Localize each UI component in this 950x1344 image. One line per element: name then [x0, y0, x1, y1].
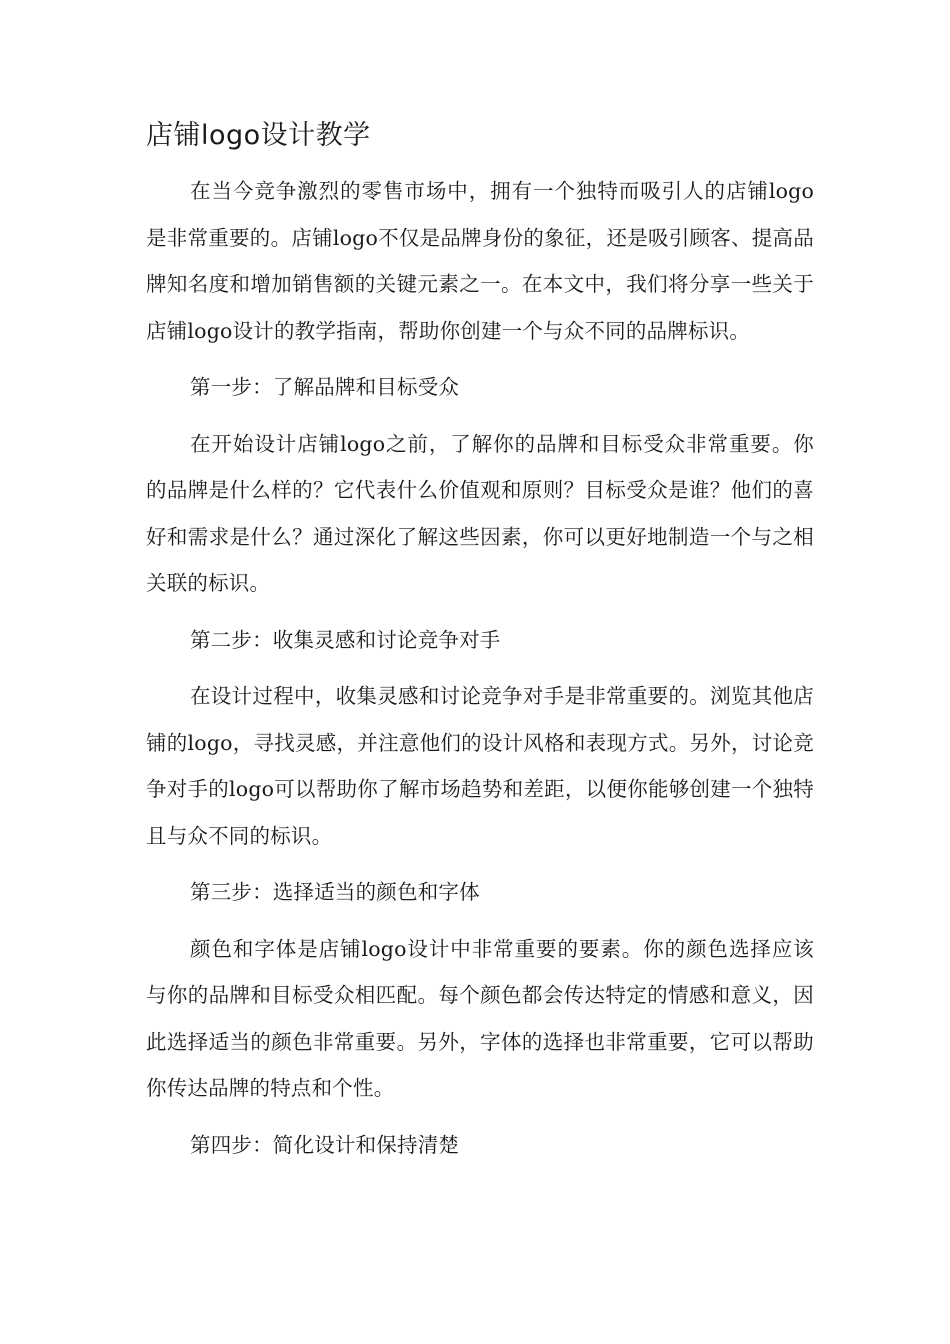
document-page [146, 116, 814, 1178]
step3-paragraph: 颜色和字体是店铺logo设计中非常重要的要素。你的颜色选择应该与你的品牌和目标受众相匹配。每个颜色都会传达特定的情感和意义，因此选择适当的颜色非常重要。另外，字体的选择也非常重要，它可以帮助你传达品牌的特点和个性。 [146, 936, 814, 1100]
step2-paragraph: 在设计过程中，收集灵感和讨论竞争对手是非常重要的。浏览其他店铺的logo，寻找灵感，并注意他们的设计风格和表现方式。另外，讨论竞争对手的logo可以帮助你了解市场趋势和差距，以便你能够创建一个独特且与众不同的标识。 [146, 684, 814, 848]
step1-paragraph: 在开始设计店铺logo之前，了解你的品牌和目标受众非常重要。你的品牌是什么样的？它代表什么价值观和原则？目标受众是谁？他们的喜好和需求是什么？通过深化了解这些因素，你可以更好地制造一个与之相关联的标识。 [146, 431, 814, 595]
intro-paragraph: 在当今竞争激烈的零售市场中，拥有一个独特而吸引人的店铺logo是非常重要的。店铺logo不仅是品牌身份的象征，还是吸引顾客、提高品牌知名度和增加销售额的关键元素之一。在本文中，我们将分享一些关于店铺logo设计的教学指南，帮助你创建一个与众不同的品牌标识。 [146, 179, 814, 343]
step2-heading: 第二步：收集灵感和讨论竞争对手 [190, 627, 501, 652]
step4-heading: 第四步：简化设计和保持清楚 [190, 1132, 460, 1157]
step1-heading: 第一步：了解品牌和目标受众 [190, 375, 460, 399]
step3-heading: 第三步：选择适当的颜色和字体 [190, 880, 480, 904]
document-title: 店铺logo设计教学 [146, 120, 371, 151]
